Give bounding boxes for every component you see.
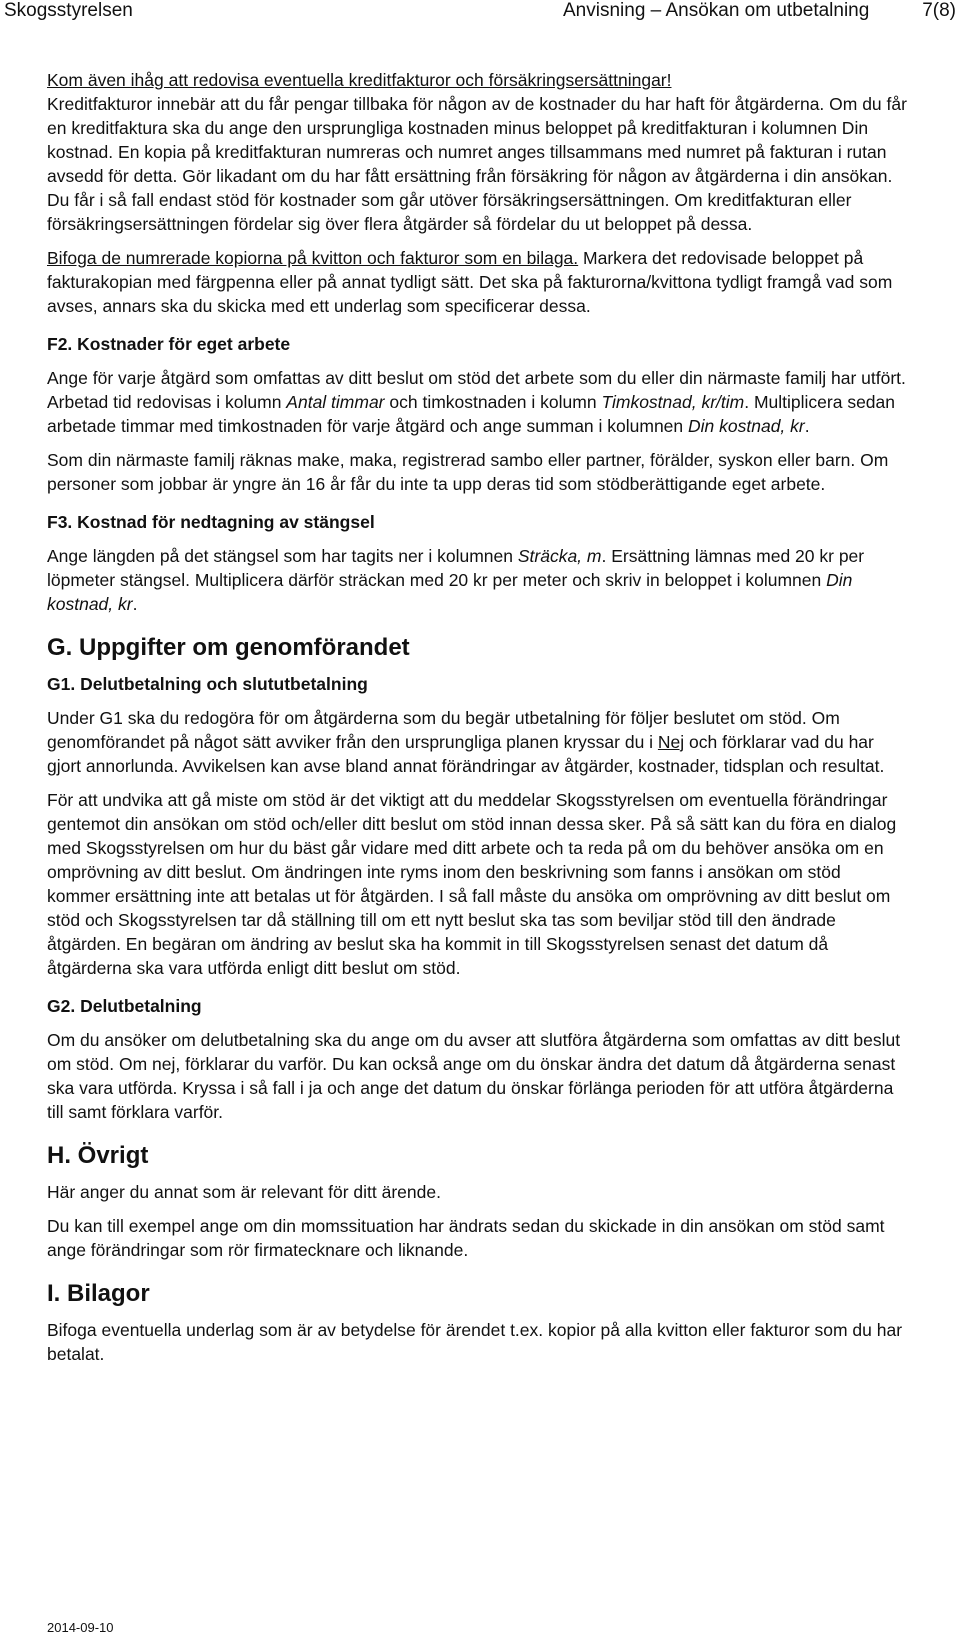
f3-text-c: .	[132, 594, 138, 614]
f2-column-hourly-cost: Timkostnad, kr/tim	[601, 392, 745, 412]
g1-no-option: Nej	[657, 732, 685, 752]
page-header	[0, 0, 960, 26]
document-body	[47, 68, 907, 1376]
section-f2-heading: F2. Kostnader för eget arbete	[47, 334, 291, 354]
section-g1-heading: G1. Delutbetalning och slututbetalning	[47, 674, 368, 694]
mark-amount-text: Markera det redovisade beloppet på fakturakopian med färgpenna eller på annat tydligt sätt. Det ska på fakturorna/kvittona tydligt framgå vad som avses, annars ska du skicka med ett underlag som specificerar dessa.	[47, 248, 893, 316]
f3-paragraph-1	[47, 544, 907, 616]
f2-column-your-cost: Din kostnad, kr	[688, 416, 805, 436]
g2-paragraph-1: Om du ansöker om delutbetalning ska du ange om du avser att slutföra åtgärderna som omfattas av ditt beslut om stöd. Om nej, förklarar du varför. Du kan också ange om du önskar ändra det datum då åtgärderna senast ska vara utförda. Kryssa i så fall i ja och ange det datum du önskar förlänga perioden för att utföra åtgärderna till samt förklara varför.	[47, 1030, 901, 1122]
i-paragraph-1: Bifoga eventuella underlag som är av betydelse för ärendet t.ex. kopior på alla kvitton eller fakturor som du har betalat.	[47, 1320, 903, 1364]
f3-text-a: Ange längden på det stängsel som har tagits ner i kolumnen	[47, 546, 518, 566]
g1-paragraph-1	[47, 706, 907, 778]
f2-text-b: och timkostnaden i kolumn	[384, 392, 602, 412]
f2-paragraph-1	[47, 366, 907, 438]
g1-paragraph-2: För att undvika att gå miste om stöd är det viktigt att du meddelar Skogsstyrelsen om eventuella förändringar gentemot din ansökan om stöd och/eller ditt beslut om stöd innan dessa sker. På så sätt kan du föra en dialog med Skogsstyrelsen om hur du bäst går vidare med ditt arbete och ta reda på om du behöver ansöka om en omprövning av ditt beslut. Om ändringen inte ryms inom den beskrivning som fanns i ansökan om stöd kommer ersättning inte att betalas ut för åtgärden. I så fall måste du ansöka om omprövning av ditt beslut om stöd och Skogsstyrelsen tar då ställning till om ett nytt beslut ska tas som beviljar stöd till den ändrade åtgärden. En begäran om ändring av beslut ska ha kommit in till Skogsstyrelsen senast det datum då åtgärderna ska vara utförda enligt ditt beslut om stöd.	[47, 790, 897, 978]
f3-text-b: . Ersättning lämnas med 20 kr per löpmeter stängsel. Multiplicera därför sträckan med 20 kr per meter och skriv in beloppet i kolumnen	[47, 546, 865, 590]
f2-text-c: . Multiplicera sedan arbetade timmar med timkostnaden för varje åtgärd och ange summan i kolumnen	[47, 392, 896, 436]
g1-text-b: och förklarar vad du har gjort annorlunda. Avvikelsen kan avse bland annat förändringar av åtgärder, kostnader, tidsplan och resultat.	[47, 732, 885, 776]
intro-paragraph-1	[47, 68, 907, 236]
f3-column-distance: Sträcka, m	[517, 546, 602, 566]
section-g2-heading: G2. Delutbetalning	[47, 996, 202, 1016]
credit-invoice-text: Kreditfakturor innebär att du får pengar tillbaka för någon av de kostnader du har haft för åtgärderna. Om du får en kreditfaktura ska du ange den ursprungliga kostnaden minus beloppet på kreditfakturan i kolumnen Din kostnad. En kopia på kreditfakturan numreras och numret anges tillsammans med numret på fakturan i rutan avsedd för detta. Gör likadant om du har fått ersättning från försäkring för någon av åtgärderna i din ansökan. Du får i så fall endast stöd för kostnader som går utöver försäkringsersättningen. Om kreditfakturan eller försäkringsersättningen fördelar sig över flera åtgärder så fördelar du ut beloppet på dessa.	[47, 94, 907, 234]
reminder-text: Kom även ihåg att redovisa eventuella kreditfakturor och försäkringsersättningar!	[47, 70, 672, 90]
f2-text-a: Ange för varje åtgärd som omfattas av ditt beslut om stöd det arbete som du eller din närmaste familj har utfört. Arbetad tid redovisas i kolumn	[47, 368, 906, 412]
h-paragraph-2: Du kan till exempel ange om din momssituation har ändrats sedan du skickade in din ansökan om stöd samt ange förändringar som rör firmatecknare och liknande.	[47, 1216, 885, 1260]
g1-text-a: Under G1 ska du redogöra för om åtgärderna som du begär utbetalning för följer beslutet om stöd. Om genomförandet på något sätt avviker från den ursprungliga planen kryssar du i	[47, 708, 840, 752]
f2-column-hours: Antal timmar	[286, 392, 385, 412]
f2-text-d: .	[804, 416, 810, 436]
section-g-heading: G. Uppgifter om genomförandet	[47, 634, 410, 661]
document-title: Anvisning – Ansökan om utbetalning	[563, 0, 870, 21]
f3-column-your-cost: Din kostnad, kr	[47, 570, 853, 614]
section-h-heading: H. Övrigt	[47, 1142, 149, 1169]
footer-date: 2014-09-10	[47, 1620, 114, 1635]
attach-copies-text: Bifoga de numrerade kopiorna på kvitton och fakturor som en bilaga.	[47, 248, 579, 268]
page-number: 7(8)	[922, 0, 956, 21]
organization-name: Skogsstyrelsen	[4, 0, 133, 21]
h-paragraph-1: Här anger du annat som är relevant för ditt ärende.	[47, 1182, 441, 1202]
section-i-heading: I. Bilagor	[47, 1280, 150, 1307]
f2-paragraph-2: Som din närmaste familj räknas make, maka, registrerad sambo eller partner, förälder, syskon eller barn. Om personer som jobbar är yngre än 16 år får du inte ta upp deras tid som stödberättigande eget arbete.	[47, 450, 889, 494]
intro-paragraph-2	[47, 246, 907, 318]
section-f3-heading: F3. Kostnad för nedtagning av stängsel	[47, 512, 375, 532]
